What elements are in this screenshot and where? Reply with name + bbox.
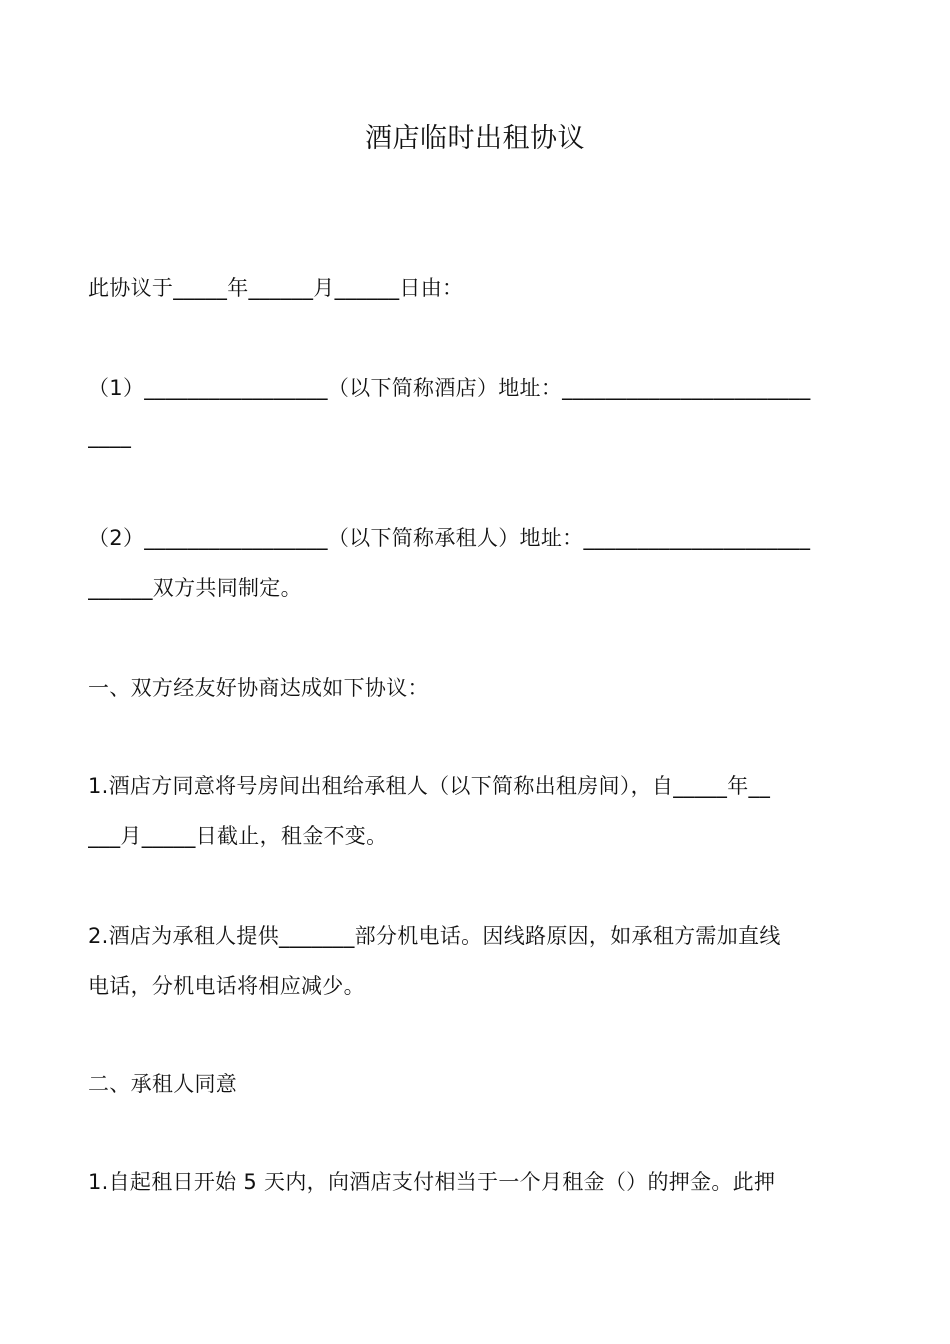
- party-two-line-continued: ______双方共同制定。: [88, 576, 302, 600]
- party-one-line: （1）_________________（以下简称酒店）地址：_______________________: [88, 376, 811, 400]
- section-two-heading: 二、承租人同意: [88, 1072, 238, 1096]
- clause-1-2-continued: 电话，分机电话将相应减少。: [88, 974, 365, 998]
- section-one-heading: 一、双方经友好协商达成如下协议：: [88, 676, 429, 700]
- agreement-date-line: 此协议于_____年______月______日由：: [88, 276, 464, 300]
- clause-2-1: 1.自起租日开始 5 天内，向酒店支付相当于一个月租金（）的押金。此押: [88, 1170, 776, 1194]
- document-title: 酒店临时出租协议: [365, 123, 585, 154]
- clause-1-1: 1.酒店方同意将号房间出租给承租人（以下简称出租房间），自_____年__: [88, 774, 771, 798]
- clause-1-1-continued: ___月_____日截止，租金不变。: [88, 824, 388, 848]
- party-one-line-continued: ____: [88, 424, 132, 448]
- clause-1-2: 2.酒店为承租人提供_______部分机电话。因线路原因，如承租方需加直线: [88, 924, 781, 948]
- party-two-line: （2）_________________（以下简称承租人）地址：_____________________: [88, 526, 811, 550]
